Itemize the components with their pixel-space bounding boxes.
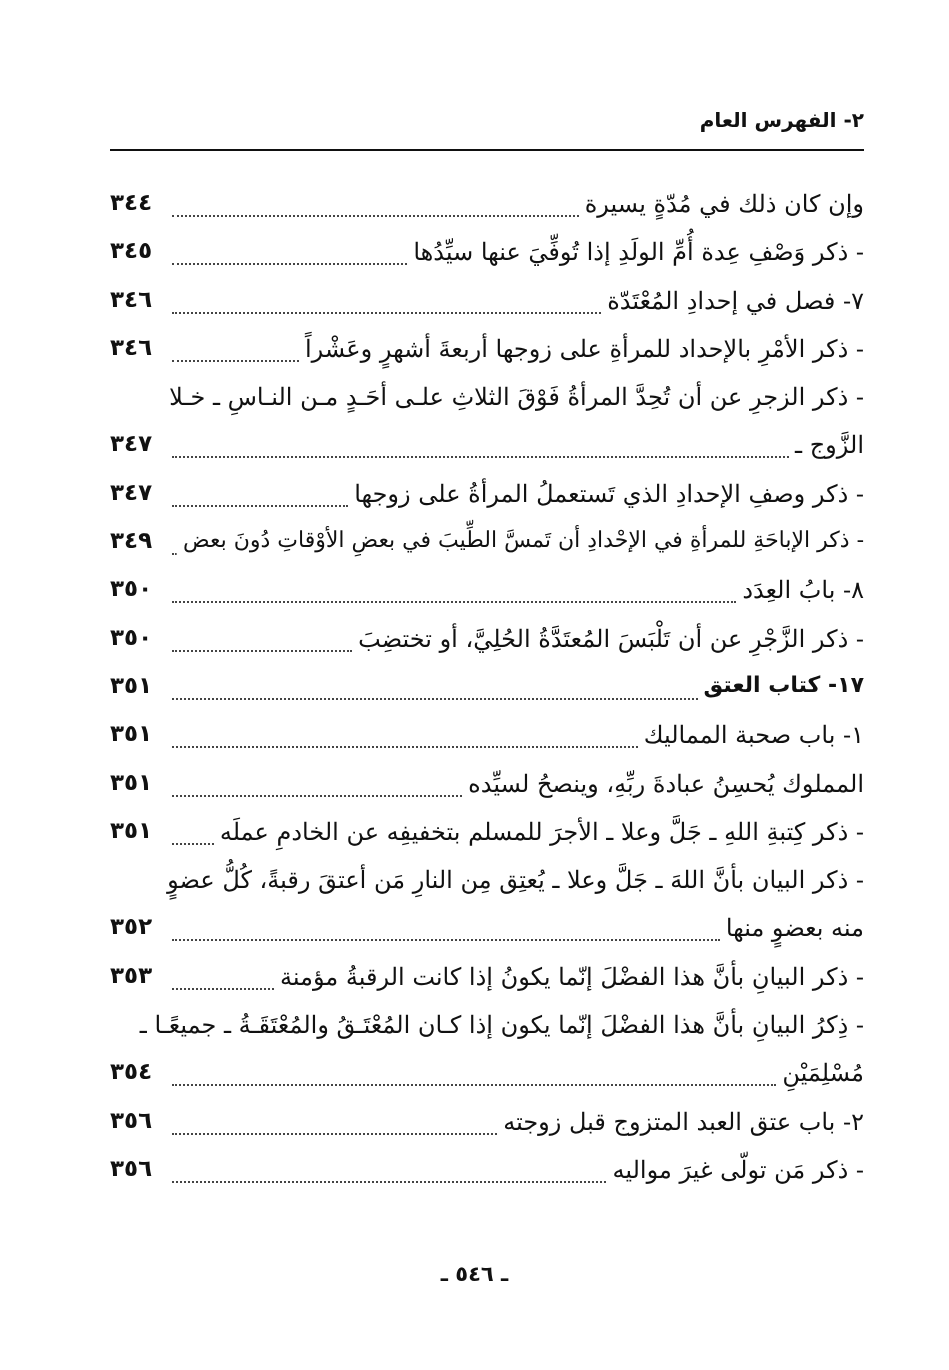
page-number: ـ ٥٤٦ ـ <box>440 1262 509 1286</box>
leader-dots <box>172 505 348 507</box>
toc-entry-title: مُسْلِمَيْنِ <box>782 1059 864 1088</box>
toc-entry <box>110 234 864 282</box>
toc-entry <box>110 524 864 572</box>
leader-dots <box>172 795 462 797</box>
leader-dots <box>172 843 214 845</box>
leader-dots <box>172 1181 606 1183</box>
toc-entry-title: الزَّوج ـ <box>795 431 864 460</box>
toc-entry-page: ٣٤٩ <box>110 528 153 555</box>
toc-entry <box>110 862 864 910</box>
leader-dots <box>172 1133 497 1135</box>
toc-entry-title: وإن كان ذلك في مُدّةٍ يسيرة <box>584 190 864 218</box>
toc-entry-title: ٨- بابُ العِدَد <box>742 576 864 605</box>
toc-entry <box>110 959 864 1007</box>
toc-entry-title: - ذكر البيانِ بأنَّ هذا الفضْلَ إنّما يكونُ إذا كانت الرقبةُ مؤمنة <box>280 962 864 991</box>
toc-entry-title: - ذكر وصفِ الإحدادِ الذي تَستعملُ المرأةُ على زوجها <box>354 479 864 508</box>
toc-entry-page: ٣٥٠ <box>110 624 153 651</box>
toc-entry-page: ٣٤٧ <box>110 479 153 506</box>
toc-entry-title: - ذكر وَصْفِ عِدة أُمِّ الولَدِ إذا تُوفِّيَ عنها سيِّدُها <box>413 238 864 267</box>
toc-entry-page: ٣٤٦ <box>110 286 153 313</box>
leader-dots <box>172 553 177 555</box>
leader-dots <box>172 263 407 265</box>
leader-dots <box>172 215 579 217</box>
toc-entry <box>110 814 864 862</box>
toc-entry <box>110 1007 864 1055</box>
toc-entry <box>110 669 864 717</box>
toc-entry-page: ٣٥٢ <box>110 914 153 941</box>
toc-entry-page: ٣٥٠ <box>110 576 153 603</box>
leader-dots <box>172 601 736 603</box>
toc-entry-title: ١- باب صحبة المماليك <box>643 721 864 750</box>
toc-entry-page: ٣٥٤ <box>110 1059 153 1086</box>
leader-dots <box>172 456 789 458</box>
toc-entry <box>110 1152 864 1200</box>
toc-entry <box>110 910 864 958</box>
toc-entry <box>110 1104 864 1152</box>
toc-entry-title: منه بعضوٍ منها <box>725 914 864 943</box>
toc-entry <box>110 331 864 379</box>
toc-entry-title: - ذكر الزَّجْرِ عن أن تَلْبَسَ المُعتَدَّةُ الحُلِيَّ، أو تختضِبَ <box>358 624 864 653</box>
leader-dots <box>172 650 352 652</box>
table-of-contents <box>110 186 864 1200</box>
toc-entry-title: - ذِكرُ البيانِ بأنَّ هذا الفضْلَ إنّما يكون إذا كـان المُعْتَـقُ والمُعْتَقَـةُ ـ جميعًـا ـ <box>139 1011 864 1040</box>
toc-entry <box>110 283 864 331</box>
toc-entry-page: ٣٥١ <box>110 817 153 844</box>
toc-entry <box>110 717 864 765</box>
toc-entry <box>110 476 864 524</box>
toc-entry-page: ٣٥١ <box>110 721 153 748</box>
toc-entry-page: ٣٤٧ <box>110 431 153 458</box>
toc-entry-title: - ذكر الزجرِ عن أن تُحِدَّ المرأةُ فَوْقَ الثلاثِ علـى أحَـدٍ مـن النـاسِ ـ خـلا <box>169 383 864 412</box>
toc-entry-title: - ذكر البيان بأنَّ اللهَ ـ جَلَّ وعلا ـ يُعتِق مِن النارِ مَن أعتقَ رقبةً، كُلُّ عضوٍ <box>167 866 864 895</box>
toc-entry <box>110 572 864 620</box>
toc-entry-title: - ذكر الأمْرِ بالإحداد للمرأةِ على زوجها أربعةَ أشهرٍ وعَشْراً <box>304 334 864 363</box>
toc-entry-page: ٣٤٤ <box>110 190 153 216</box>
toc-entry-page: ٣٥١ <box>110 769 153 796</box>
leader-dots <box>172 360 299 362</box>
toc-entry <box>110 1055 864 1103</box>
leader-dots <box>172 1084 776 1086</box>
leader-dots <box>172 698 698 700</box>
toc-entry <box>110 766 864 814</box>
leader-dots <box>172 746 638 748</box>
toc-entry <box>110 427 864 475</box>
leader-dots <box>172 312 601 314</box>
toc-entry-title: - ذكر مَن تولّى غيرَ مواليه <box>612 1155 864 1184</box>
toc-entry <box>110 186 864 234</box>
toc-entry-page: ٣٥٣ <box>110 962 153 989</box>
toc-entry-page: ٣٤٥ <box>110 238 153 265</box>
toc-entry-title: ١٧- كتاب العتق <box>703 672 864 698</box>
page-header-title: ٢- الفهرس العام <box>699 108 864 132</box>
toc-entry-page: ٣٤٦ <box>110 334 153 361</box>
toc-entry-title: - ذكر كِتبةِ اللهِ ـ جَلَّ وعلا ـ الأجرَ للمسلم بتخفيفِه عن الخادمِ عملَه <box>219 817 864 846</box>
toc-entry-page: ٣٥١ <box>110 672 153 699</box>
toc-entry <box>110 379 864 427</box>
toc-entry <box>110 621 864 669</box>
toc-entry-page: ٣٥٦ <box>110 1155 153 1182</box>
toc-entry-title: المملوك يُحسِنُ عبادةَ ربِّهِ، وينصحُ لسيِّده <box>468 769 864 798</box>
toc-entry-page: ٣٥٦ <box>110 1107 153 1134</box>
toc-entry-title: - ذكر الإباحَةِ للمرأةِ في الإحْدادِ أن تَمسَّ الطِّيبَ في بعضِ الأوْقاتِ دُونَ بعض <box>183 528 864 554</box>
header-divider <box>110 149 864 151</box>
leader-dots <box>172 939 720 941</box>
toc-entry-title: ٢- باب عتق العبد المتزوج قبل زوجته <box>503 1107 864 1136</box>
toc-entry-title: ٧- فصل في إحدادِ المُعْتَدّة <box>607 286 864 315</box>
leader-dots <box>172 988 274 990</box>
